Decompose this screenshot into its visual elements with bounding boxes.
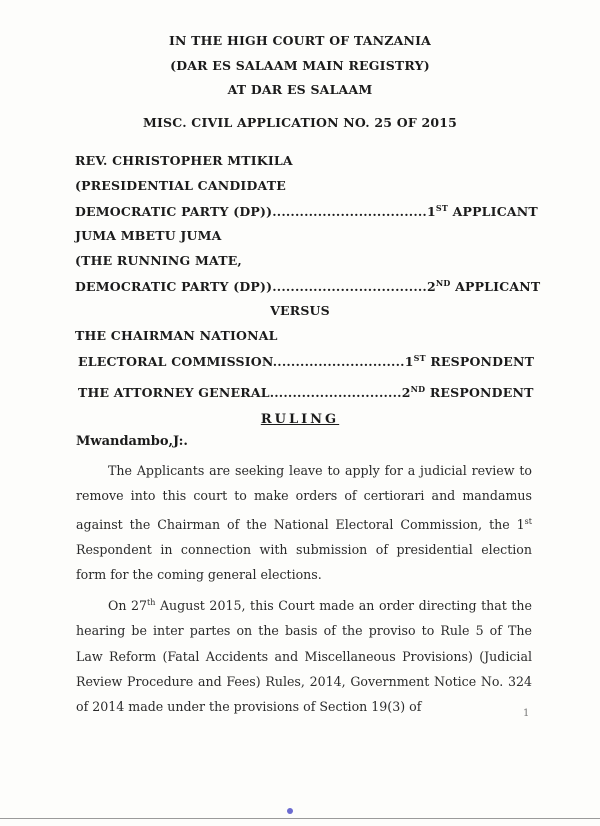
- court-title: IN THE HIGH COURT OF TANZANIA: [168, 33, 432, 48]
- versus-label: VERSUS: [270, 303, 330, 318]
- place-line: AT DAR ES SALAAM: [227, 82, 373, 97]
- case-number: MISC. CIVIL APPLICATION NO. 25 OF 2015: [142, 115, 458, 130]
- applicant-2-role-line: DEMOCRATIC PARTY (DP))..................................2ND APPLICANT: [75, 278, 541, 295]
- page-bottom-edge: [0, 818, 600, 819]
- page-number: 1: [523, 708, 530, 719]
- ink-spot: [287, 808, 293, 814]
- paragraph-2: On 27th August 2015, this Court made an order directing that the hearing be inter partes on the basis of the proviso to Rule 5 of The Law Reform (Fatal Accidents and Miscellaneous Provisions) (Judicial Review Procedure and Fees) Rules, 2014, Government Notice No. 324 of 2014 made under the provisions of Section 19(3) of: [76, 598, 532, 715]
- registry-line: (DAR ES SALAAM MAIN REGISTRY): [170, 58, 430, 73]
- judge-name: Mwandambo,J:.: [76, 434, 188, 449]
- applicant-1-desc: (PRESIDENTIAL CANDIDATE: [75, 178, 286, 193]
- ruling-heading: RULING: [260, 412, 340, 427]
- applicant-1-role-line: DEMOCRATIC PARTY (DP))..................................1ST APPLICANT: [75, 203, 538, 220]
- respondent-1-role-line: ELECTORAL COMMISSION.............................1ST RESPONDENT: [78, 353, 535, 370]
- applicant-2-name: JUMA MBETU JUMA: [75, 228, 222, 243]
- applicant-2-desc: (THE RUNNING MATE,: [75, 253, 242, 268]
- respondent-2-role-line: THE ATTORNEY GENERAL.............................2ND RESPONDENT: [78, 384, 534, 401]
- paragraph-1: The Applicants are seeking leave to apply for a judicial review to remove into this court to make orders of certiorari and mandamus against the Chairman of the National Electoral Commission, the 1st Respondent in connection with submission of presidential election form for the coming general elections.: [76, 463, 532, 583]
- respondent-1-name: THE CHAIRMAN NATIONAL: [75, 328, 278, 343]
- applicant-1-name: REV. CHRISTOPHER MTIKILA: [75, 153, 293, 168]
